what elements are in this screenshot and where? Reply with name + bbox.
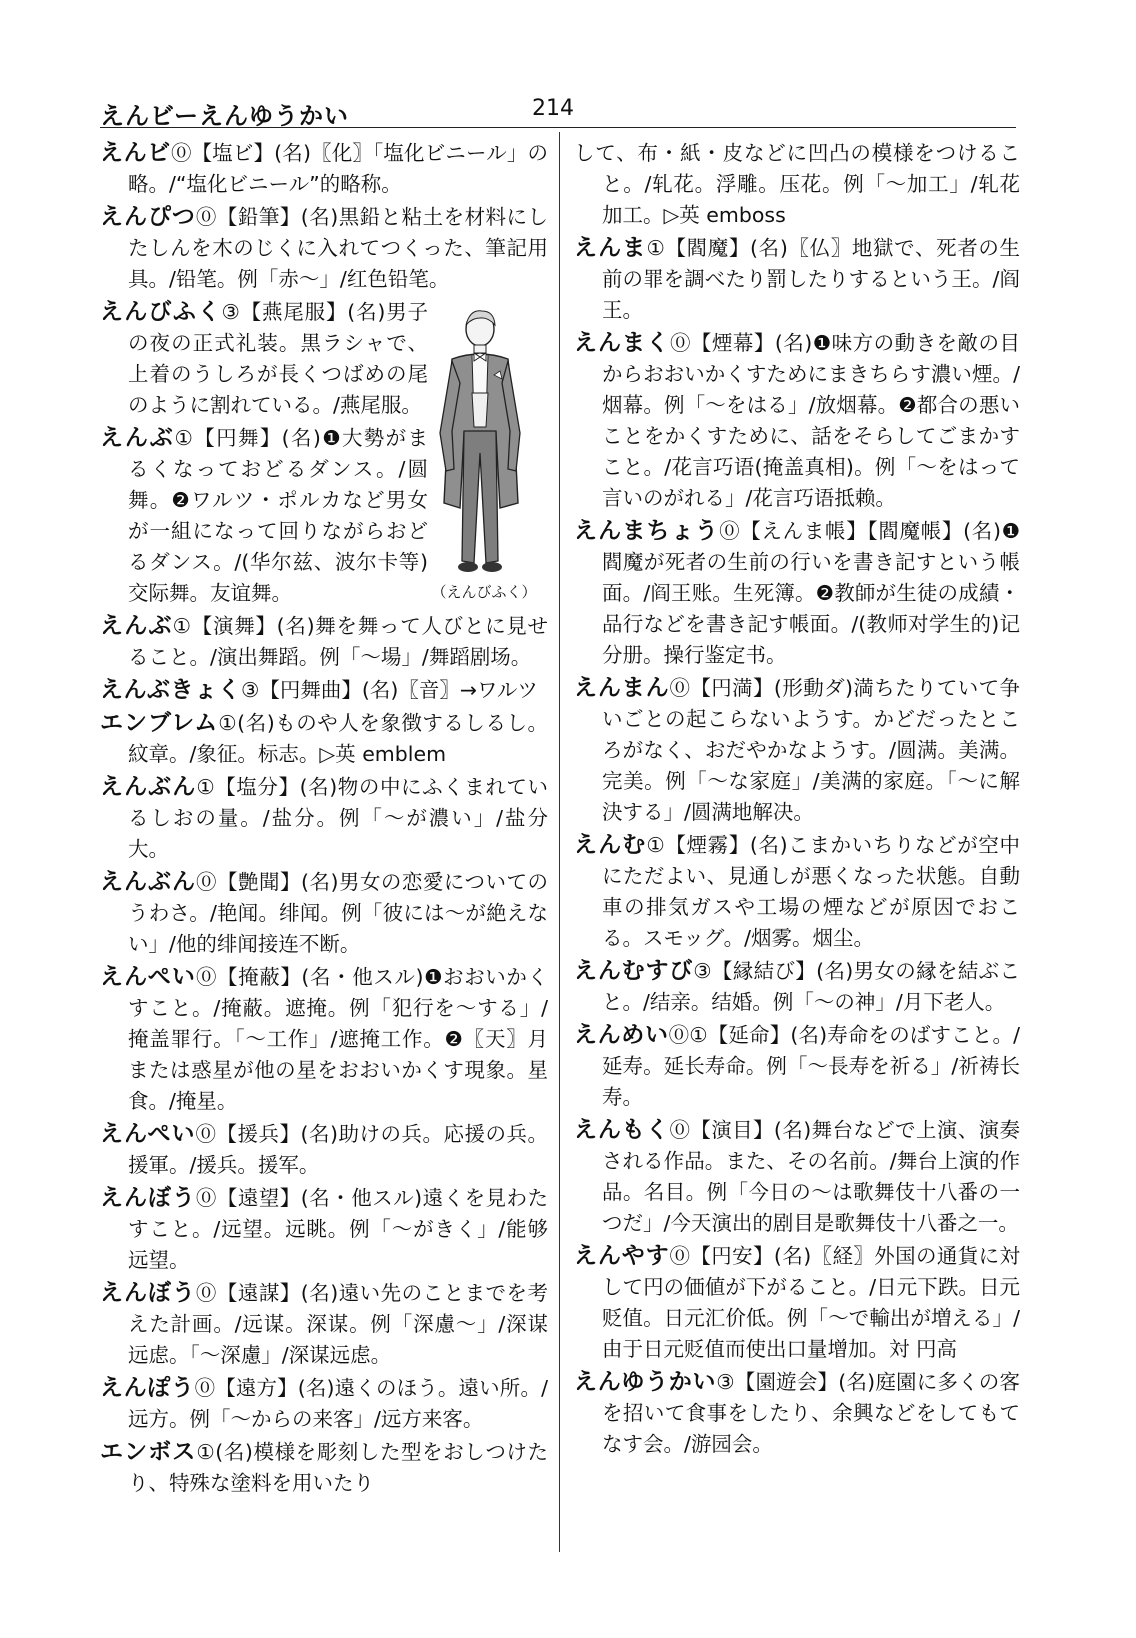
dictionary-entry	[574, 673, 1020, 828]
figure-caption: （えんびふく）	[431, 583, 537, 601]
dictionary-entry	[100, 772, 548, 865]
entry-body: ⓪【掩蔽】(名・他スル)❶おおいかくすこと。/掩蔽。遮掩。例「犯行を～する」/掩盖罪行。「～工作」/遮掩工作。❷〖天〗月または惑星が他の星をおおいかくす現象。星食。/掩星。	[128, 965, 548, 1113]
headword: えんむ	[574, 832, 647, 858]
headword: えんゆうかい	[574, 1369, 717, 1395]
entry-body: ⓪【遠方】(名)遠くのほう。遠い所。/远方。例「～からの来客」/远方来客。	[128, 1376, 548, 1431]
entry-body: して、布・紙・皮などに凹凸の模様をつけること。/轧花。浮雕。压花。例「～加工」/轧花加工。▷英 emboss	[574, 141, 1020, 227]
entry-body: ③【燕尾服】(名)男子の夜の正式礼装。黒ラシャで、上着のうしろが長くつばめの尾のように割れている。/燕尾服。	[128, 300, 429, 417]
illustrated-block	[100, 297, 548, 609]
header-range: えんビーえんゆうかい	[100, 102, 350, 130]
dictionary-entry	[574, 830, 1020, 954]
dictionary-entry	[100, 708, 548, 770]
dictionary-entry	[574, 328, 1020, 514]
entry-body: ⓪【艶聞】(名)男女の恋愛についてのうわさ。/艳闻。绯闻。例「彼には～が絶えない」/他的绯闻接连不断。	[128, 870, 548, 956]
entry-body: ⓪【円満】(形動ダ)満ちたりていて争いごとの起こらないようす。かどだったところがなく、おだやかなようす。/圆满。美满。完美。例「～な家庭」/美满的家庭。「～に解決する」/圆满地解决。	[602, 676, 1021, 824]
entry-body: ⓪【鉛筆】(名)黒鉛と粘土を材料にしたしんを木のじくに入れてつくった、筆記用具。/铅笔。例「赤～」/红色铅笔。	[128, 205, 548, 291]
headword: えんビ	[100, 140, 171, 166]
dictionary-entry	[574, 233, 1020, 326]
dictionary-entry	[100, 423, 428, 609]
dictionary-entry	[100, 1183, 548, 1276]
headword: えんぺい	[100, 1121, 196, 1147]
headword: えんぺい	[100, 964, 196, 990]
column-divider	[559, 132, 560, 1552]
page-number: 214	[532, 96, 574, 121]
headword: えんめい	[574, 1022, 669, 1048]
dictionary-entry	[574, 1241, 1020, 1365]
headword: えんやす	[574, 1243, 670, 1269]
dictionary-entry	[574, 516, 1020, 671]
headword: えんぴつ	[100, 204, 196, 230]
headword: えんまく	[574, 330, 670, 356]
entry-body: ⓪①【延命】(名)寿命をのばすこと。/延寿。延长寿命。例「～長寿を祈る」/祈祷长寿。	[602, 1023, 1021, 1109]
entry-body: ①(名)ものや人を象徴するしるし。紋章。/象征。标志。▷英 emblem	[128, 711, 548, 766]
entry-body: ①【円舞】(名)❶大勢がまるくなっておどるダンス。/圆舞。❷ワルツ・ポルカなど男女が一組になって回りながらおどるダンス。/(华尔兹、波尔卡等)交际舞。友谊舞。	[128, 426, 428, 605]
headword: えんまん	[574, 675, 670, 701]
headword: えんぶ	[100, 613, 173, 639]
header-rule	[100, 127, 1016, 128]
dictionary-entry	[100, 1278, 548, 1371]
headword: えんびふく	[100, 299, 222, 325]
entry-body: ①(名)模様を彫刻した型をおしつけたり、特殊な塗料を用いたり	[128, 1440, 549, 1495]
entry-body: ⓪【塩ビ】(名)〖化〗「塩化ビニール」の略。/“塩化ビニール”的略称。	[128, 141, 548, 196]
dictionary-entry	[100, 202, 548, 295]
entry-body: ⓪【演目】(名)舞台などで上演、演奏される作品。また、その名前。/舞台上演的作品。名目。例「今日の～は歌舞伎十八番の一つだ」/今天演出的剧目是歌舞伎十八番之一。	[602, 1118, 1021, 1235]
headword: えんぶん	[100, 774, 197, 800]
headword: えんぶ	[100, 425, 175, 451]
dictionary-entry	[574, 1115, 1020, 1239]
headword: えんもく	[574, 1117, 670, 1143]
dictionary-entry	[100, 962, 548, 1117]
headword: エンブレム	[100, 710, 219, 736]
dictionary-entry	[574, 956, 1020, 1018]
dictionary-entry	[100, 867, 548, 960]
dictionary-entry	[100, 611, 548, 673]
dictionary-entry	[574, 1367, 1020, 1460]
dictionary-entry	[100, 138, 548, 200]
entry-body: ①【演舞】(名)舞を舞って人びとに見せること。/演出舞蹈。例「～場」/舞蹈剧场。	[128, 614, 549, 669]
headword: えんぼう	[100, 1280, 196, 1306]
entry-body: ①【閻魔】(名)〖仏〗地獄で、死者の生前の罪を調べたり罰したりするという王。/阎王。	[602, 236, 1020, 322]
dictionary-entry	[100, 1437, 548, 1499]
headword: えんぶん	[100, 869, 196, 895]
headword: えんぶきょく	[100, 677, 241, 703]
entry-body: ③【縁結び】(名)男女の縁を結ぶこと。/结亲。结婚。例「～の神」/月下老人。	[602, 959, 1021, 1014]
entry-body: ⓪【援兵】(名)助けの兵。応援の兵。援軍。/援兵。援军。	[128, 1122, 548, 1177]
right-column	[574, 138, 1020, 1462]
entry-body: ⓪【煙幕】(名)❶味方の動きを敵の目からおおいかくすためにまきちらす濃い煙。/烟幕。例「～をはる」/放烟幕。❷都合の悪いことをかくすために、話をそらしてごまかすこと。/花言巧语(掩盖真相)。例「～をはって言いのがれる」/花言巧语抵赖。	[602, 331, 1021, 510]
entry-body: ⓪【えんま帳】【閻魔帳】(名)❶閻魔が死者の生前の行いを書き記すという帳面。/阎王账。生死簿。❷教師が生徒の成績・品行などを書き記す帳面。/(教师对学生的)记分册。操行鉴定书。	[602, 519, 1021, 667]
tailcoat-man-illustration	[418, 303, 550, 583]
dictionary-entry-continued	[574, 138, 1020, 231]
headword: えんぽう	[100, 1375, 195, 1401]
entry-body: ③【円舞曲】(名)〖音〗→ワルツ	[241, 678, 538, 702]
entry-body: ⓪【遠謀】(名)遠い先のことまでを考えた計画。/远谋。深谋。例「深慮～」/深谋远虑。「～深慮」/深谋远虑。	[128, 1281, 548, 1367]
headword: えんま	[574, 235, 647, 261]
dictionary-entry	[100, 297, 428, 421]
dictionary-entry	[574, 1020, 1020, 1113]
headword: えんまちょう	[574, 518, 720, 544]
running-header	[100, 96, 1016, 130]
entry-body: ⓪【円安】(名)〖経〗外国の通貨に対して円の価値が下がること。/日元下跌。日元贬值。日元汇价低。例「～で輸出が増える」/由于日元贬值而使出口量增加。対 円高	[602, 1244, 1021, 1361]
dictionary-entry	[100, 675, 548, 706]
headword: えんぼう	[100, 1185, 196, 1211]
entry-body: ①【塩分】(名)物の中にふくまれているしおの量。/盐分。例「～が濃い」/盐分大。	[128, 775, 549, 861]
left-column	[100, 138, 548, 1501]
dictionary-entry	[100, 1373, 548, 1435]
dictionary-entry	[100, 1119, 548, 1181]
headword: えんむすび	[574, 958, 694, 984]
headword: エンボス	[100, 1439, 197, 1465]
entry-body: ③【園遊会】(名)庭園に多くの客を招いて食事をしたり、余興などをしてもてなす会。/游园会。	[602, 1370, 1021, 1456]
tailcoat-figure	[418, 303, 550, 607]
entry-body: ⓪【遠望】(名・他スル)遠くを見わたすこと。/远望。远眺。例「～がきく」/能够远望。	[128, 1186, 548, 1272]
entry-body: ①【煙霧】(名)こまかいちりなどが空中にただよい、見通しが悪くなった状態。自動車の排気ガスや工場の煙などが原因でおこる。スモッグ。/烟雾。烟尘。	[602, 833, 1020, 950]
